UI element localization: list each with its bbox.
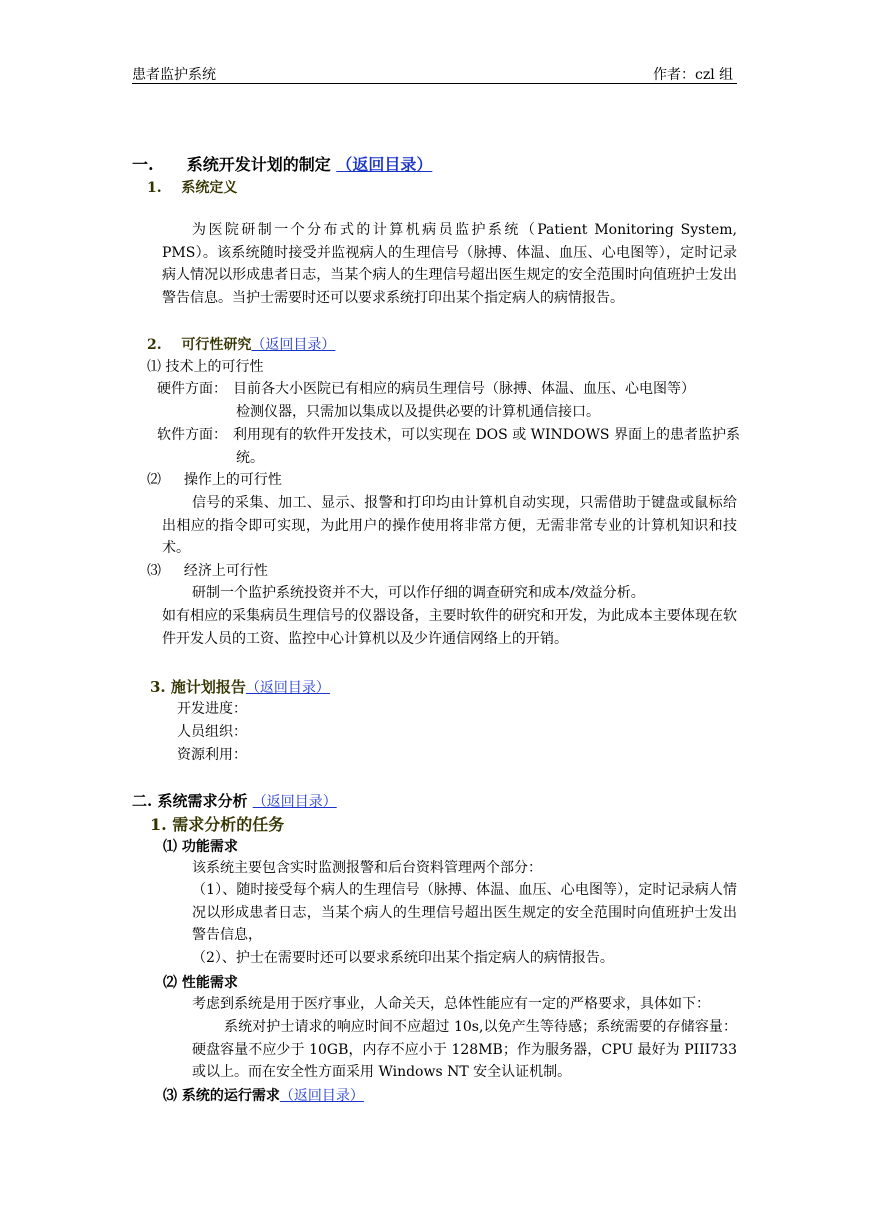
s1-2-heading	[147, 334, 335, 354]
header-title: 患者监护系统	[132, 67, 216, 83]
plan-item-schedule: 开发进度：	[177, 701, 247, 717]
op-feasibility-paragraph: 信号的采集、加工、显示、报警和打印均由计算机自动实现，只需借助于键盘或鼠标给出相应的指令即可实现，为此用户的操作使用将非常方便，无需非常专业的计算机知识和技术。	[162, 495, 737, 556]
section2-number: 二.	[132, 792, 153, 810]
s1-3-heading	[150, 676, 330, 697]
econ-feasibility-line1: 研制一个监护系统投资并不大，可以作仔细的调查研究和成本/效益分析。	[192, 585, 645, 601]
func-req-heading: ⑴ 功能需求	[163, 839, 238, 855]
section1-heading	[132, 152, 432, 175]
plan-item-staffing: 人员组织：	[177, 724, 247, 740]
s1-2-toc-link[interactable]: （返回目录）	[251, 337, 336, 353]
s1-1-heading	[147, 177, 237, 197]
hardware-line1: 目前各大小医院已有相应的病员生理信号（脉搏、体温、血压、心电图等）	[233, 381, 695, 397]
s1-2-title: 可行性研究	[181, 337, 252, 353]
perf-req-line1: 考虑到系统是用于医疗事业，人命关天，总体性能应有一定的严格要求，具体如下：	[192, 996, 710, 1012]
econ-feasibility-number: ⑶	[147, 563, 161, 579]
s1-3-number: 3.	[150, 678, 166, 696]
header-author: 作者：czl 组	[653, 67, 734, 83]
section1-title: 系统开发计划的制定	[186, 155, 331, 174]
func-req-item2: （2）、护士在需要时还可以要求系统印出某个指定病人的病情报告。	[192, 950, 614, 966]
econ-feasibility-label	[147, 560, 268, 582]
func-req-item1: （1）、随时接受每个病人的生理信号（脉搏、体温、血压、心电图等），定时记录病人情况以形成患者日志，当某个病人的生理信号超出医生规定的安全范围时向值班护士发出警告信息，	[192, 882, 737, 943]
plan-item-resources: 资源利用：	[177, 747, 247, 763]
op-feasibility-label	[147, 469, 282, 491]
run-req-toc-link[interactable]: （返回目录）	[279, 1088, 364, 1104]
hardware-label: 硬件方面：	[157, 381, 227, 397]
system-definition-paragraph: 为医院研制一个分布式的计算机病员监护系统（Patient Monitoring System, PMS）。该系统随时接受并监视病人的生理信号（脉搏、体温、血压、心电图等），定时记录病人情况以形成患者日志，当某个病人的生理信号超出医生规定的安全范围时向值班护士发出警告信息。当护士需要时还可以要求系统打印出某个指定病人的病情报告。	[162, 222, 737, 306]
op-feasibility-number: ⑵	[147, 472, 161, 488]
software-line1: 利用现有的软件开发技术，可以实现在 DOS 或 WINDOWS 界面上的患者监护系	[233, 427, 740, 443]
section1-toc-link[interactable]: （返回目录）	[336, 155, 433, 174]
section2-title: 系统需求分析	[157, 792, 248, 810]
run-req-title: ⑶ 系统的运行需求	[163, 1088, 280, 1104]
s2-1-number: 1.	[150, 815, 167, 834]
hardware-line2: 检测仪器，只需加以集成以及提供必要的计算机通信接口。	[236, 404, 600, 420]
s1-2-number: 2.	[147, 337, 162, 353]
software-line2: 统。	[236, 450, 264, 466]
func-req-intro: 该系统主要包含实时监测报警和后台资料管理两个部分：	[192, 860, 542, 876]
header-divider	[132, 83, 737, 84]
run-req-heading	[163, 1085, 364, 1105]
s1-1-number: 1.	[147, 180, 162, 196]
software-label: 软件方面：	[157, 427, 227, 443]
op-feasibility-title: 操作上的可行性	[183, 472, 282, 488]
s1-3-title: 施计划报告	[170, 678, 246, 696]
s1-1-title: 系统定义	[181, 180, 238, 196]
econ-feasibility-title: 经济上可行性	[183, 563, 268, 579]
s1-3-toc-link[interactable]: （返回目录）	[245, 680, 330, 696]
s2-1-heading	[150, 812, 284, 835]
section1-number: 一.	[132, 155, 154, 174]
perf-req-paragraph: 系统对护士请求的响应时间不应超过 10s,以免产生等待感；系统需要的存储容量：硬盘容量不应少于 10GB，内存不应小于 128MB；作为服务器，CPU 最好为 PIII733 或以上。而在安全性方面采用 Windows NT 安全认证机制。	[192, 1019, 737, 1080]
section2-heading	[132, 790, 337, 811]
econ-feasibility-paragraph: 如有相应的采集病员生理信号的仪器设备，主要时软件的研究和开发，为此成本主要体现在软件开发人员的工资、监控中心计算机以及少许通信网络上的开销。	[162, 608, 737, 647]
tech-feasibility-label: ⑴ 技术上的可行性	[147, 359, 264, 375]
s2-1-title: 需求分析的任务	[172, 815, 285, 834]
perf-req-heading: ⑵ 性能需求	[163, 975, 238, 991]
section2-toc-link[interactable]: （返回目录）	[252, 794, 337, 810]
